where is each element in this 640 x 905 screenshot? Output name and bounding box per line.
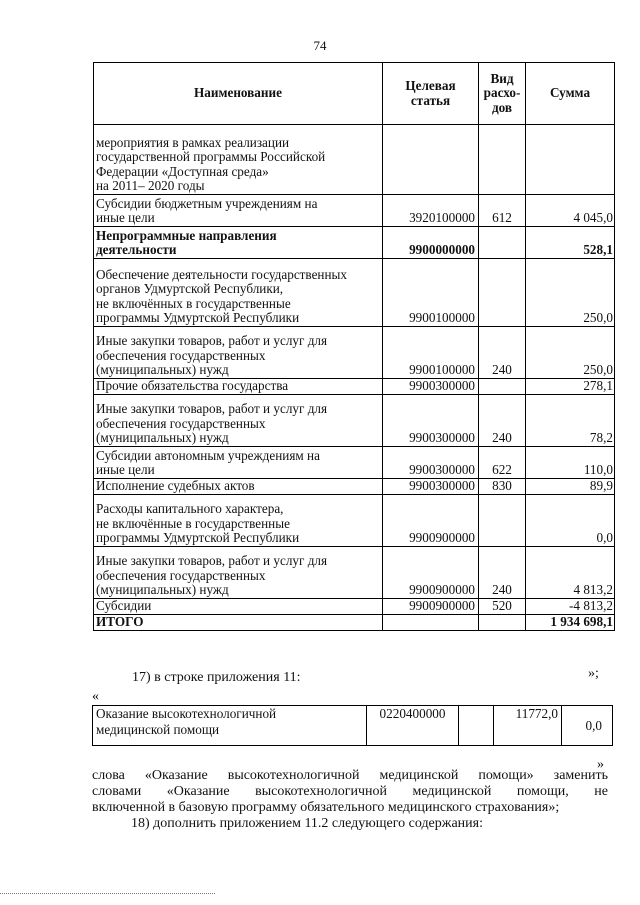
row-name: Иные закупки товаров, работ и услуг для обеспечения государственных (муниципальных) нужд — [94, 395, 383, 447]
table-row — [94, 227, 615, 259]
row-sum: 1 934 698,1 — [526, 615, 615, 631]
appendix11-table — [92, 705, 613, 746]
row-type: 240 — [479, 395, 526, 447]
service-code: 0220400000 — [367, 706, 459, 746]
row-name: Субсидии бюджетным учреждениям на иные цели — [94, 195, 383, 227]
row-code: 9900100000 — [383, 327, 479, 379]
row-code: 9900300000 — [383, 395, 479, 447]
row-sum — [526, 125, 615, 195]
row-type: 240 — [479, 547, 526, 599]
row-sum: 250,0 — [526, 259, 615, 327]
table-row — [94, 125, 615, 195]
amendment-text — [92, 768, 608, 832]
row-type — [479, 227, 526, 259]
text-line: включенной в базовую программу обязательного медицинского страхования»; — [92, 800, 560, 815]
row-sum: 89,9 — [526, 479, 615, 495]
row-type — [479, 259, 526, 327]
table-row — [94, 379, 615, 395]
page-number: 74 — [313, 38, 327, 53]
row-type: 830 — [479, 479, 526, 495]
row-sum: 4 813,2 — [526, 547, 615, 599]
table-row — [94, 547, 615, 599]
row-name: Субсидии — [94, 599, 383, 615]
table-row — [94, 259, 615, 327]
header-code: Целевая статья — [383, 63, 479, 125]
empty-cell — [459, 706, 494, 746]
row-sum: -4 813,2 — [526, 599, 615, 615]
row-code: 9900100000 — [383, 259, 479, 327]
row-sum: 250,0 — [526, 327, 615, 379]
row-name: Непрограммные направления деятельности — [94, 227, 383, 259]
row-name: Субсидии автономным учреждениям на иные цели — [94, 447, 383, 479]
expenditure-table — [93, 62, 615, 631]
row-name: Расходы капитального характера, не включённые в государственные программы Удмуртской Республики — [94, 495, 383, 547]
table-row — [94, 479, 615, 495]
row-sum: 0,0 — [526, 495, 615, 547]
table-row — [94, 495, 615, 547]
header-sum: Сумма — [526, 63, 615, 125]
row-code: 9900000000 — [383, 227, 479, 259]
table-row — [94, 395, 615, 447]
row-code: 9900300000 — [383, 479, 479, 495]
row-type: 240 — [479, 327, 526, 379]
row-code: 9900900000 — [383, 495, 479, 547]
row-code: 9900900000 — [383, 599, 479, 615]
header-name: Наименование — [94, 63, 383, 125]
open-quote: « — [92, 689, 99, 704]
row-code: 9900300000 — [383, 447, 479, 479]
row-type: 612 — [479, 195, 526, 227]
table-row — [94, 195, 615, 227]
value-1: 11772,0 — [494, 706, 562, 746]
close-quote: »; — [588, 666, 599, 681]
table-row — [94, 327, 615, 379]
row-name: мероприятия в рамках реализации государственной программы Российской Федерации «Доступная среда» на 2011– 2020 годы — [94, 125, 383, 195]
row-name: Исполнение судебных актов — [94, 479, 383, 495]
row-type — [479, 615, 526, 631]
text-line: словами «Оказание высокотехнологичной медицинской помощи, не — [92, 784, 608, 799]
row-type: 622 — [479, 447, 526, 479]
item-18: 18) дополнить приложением 11.2 следующего содержания: — [131, 816, 483, 831]
row-name: ИТОГО — [94, 615, 383, 631]
row-sum: 78,2 — [526, 395, 615, 447]
row-type: 520 — [479, 599, 526, 615]
table-row — [94, 615, 615, 631]
row-sum: 528,1 — [526, 227, 615, 259]
row-sum: 110,0 — [526, 447, 615, 479]
text-line: слова «Оказание высокотехнологичной медицинской помощи» заменить — [92, 768, 608, 783]
row-code — [383, 125, 479, 195]
row-code — [383, 615, 479, 631]
close-quote-2: » — [597, 757, 604, 772]
row-type — [479, 495, 526, 547]
bottom-rule — [0, 893, 215, 894]
row-type — [479, 125, 526, 195]
service-name: Оказание высокотехнологичной медицинской помощи — [93, 706, 367, 746]
value-2: 0,0 — [562, 706, 613, 746]
row-type — [479, 379, 526, 395]
row-code: 9900300000 — [383, 379, 479, 395]
row-name: Иные закупки товаров, работ и услуг для обеспечения государственных (муниципальных) нужд — [94, 327, 383, 379]
row-sum: 278,1 — [526, 379, 615, 395]
item-17: 17) в строке приложения 11: — [132, 670, 301, 685]
row-name: Прочие обязательства государства — [94, 379, 383, 395]
row-sum: 4 045,0 — [526, 195, 615, 227]
table-row — [94, 447, 615, 479]
row-name: Обеспечение деятельности государственных органов Удмуртской Республики, не включённых в государственные программы Удмуртской Республики — [94, 259, 383, 327]
row-code: 3920100000 — [383, 195, 479, 227]
header-type: Вид расхо- дов — [479, 63, 526, 125]
row-name: Иные закупки товаров, работ и услуг для обеспечения государственных (муниципальных) нужд — [94, 547, 383, 599]
table-row — [94, 599, 615, 615]
row-code: 9900900000 — [383, 547, 479, 599]
